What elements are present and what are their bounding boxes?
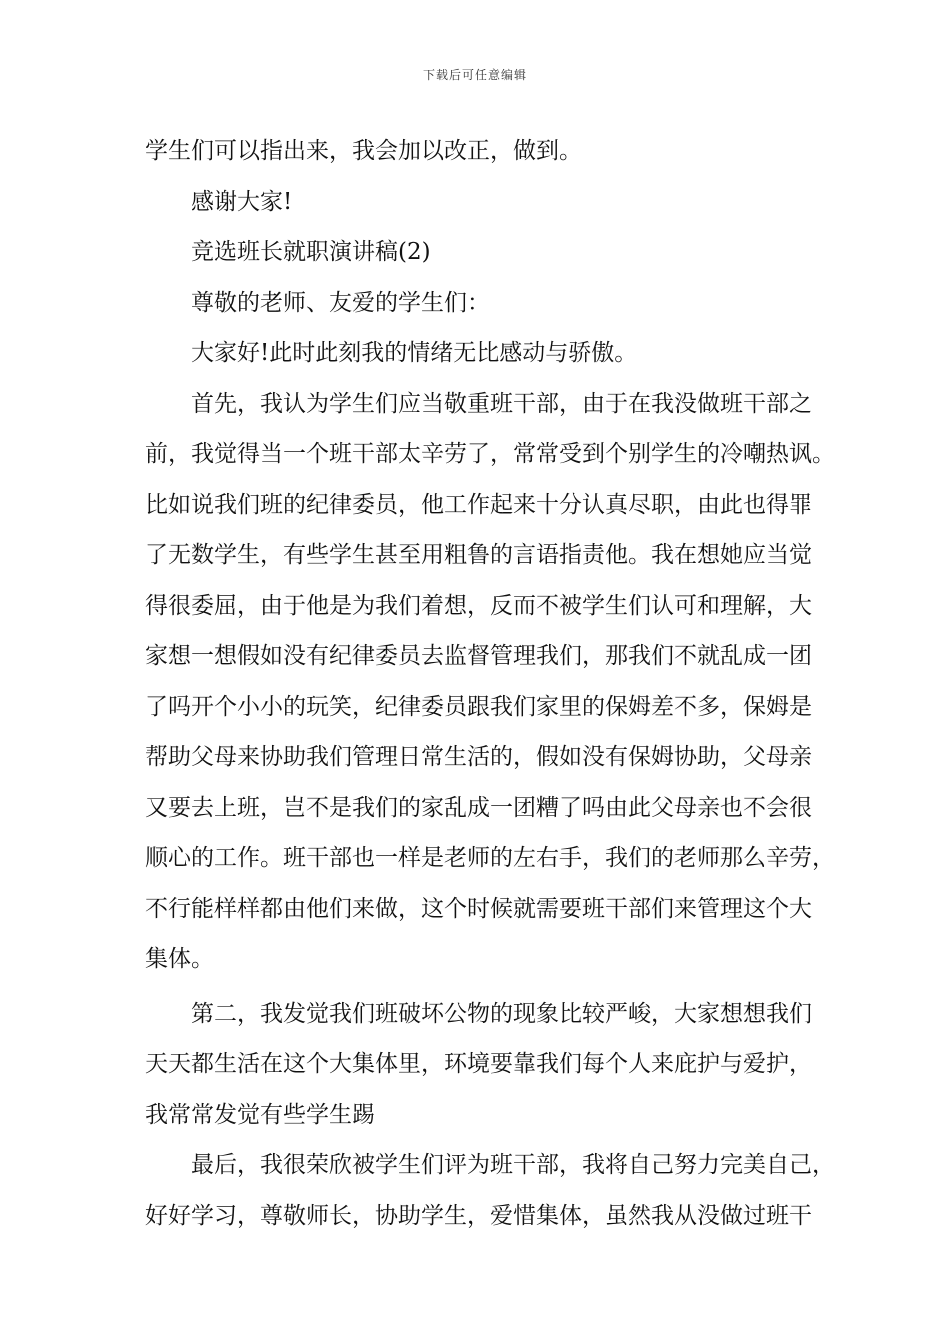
text-line: 了吗开个小小的玩笑，纪律委员跟我们家里的保姆差不多，保姆是 <box>145 693 812 720</box>
document-body <box>145 126 835 1241</box>
text-line: 顺心的工作。班干部也一样是老师的左右手，我们的老师那么辛劳， <box>145 845 835 871</box>
text-line: 感谢大家! <box>191 188 293 215</box>
text-line: 集体。 <box>145 946 214 972</box>
text-line: 前，我觉得当一个班干部太辛劳了，常常受到个别学生的冷嘲热讽。 <box>145 441 835 467</box>
text-line: 天天都生活在这个大集体里，环境要靠我们每个人来庇护与爱护， <box>145 1051 812 1077</box>
paragraph-start: 首先，我认为学生们应当敬重班干部，由于在我没做班干部之 <box>191 390 812 417</box>
text-line: 我常常发觉有些学生踢 <box>145 1101 375 1128</box>
paragraph-start: 第二，我发觉我们班破坏公物的现象比较严峻，大家想想我们 <box>191 1000 812 1027</box>
text-line: 不行能样样都由他们来做，这个时候就需要班干部们来管理这个大 <box>145 895 812 922</box>
text-line: 学生们可以指出来，我会加以改正，做到。 <box>145 138 582 164</box>
text-line: 比如说我们班的纪律委员，他工作起来十分认真尽职，由此也得罪 <box>145 491 812 518</box>
text-line: 又要去上班，岂不是我们的家乱成一团糟了吗由此父母亲也不会很 <box>145 794 812 821</box>
text-line: 家想一想假如没有纪律委员去监督管理我们，那我们不就乱成一团 <box>145 643 812 669</box>
page-header: 下载后可任意编辑 <box>422 68 527 82</box>
salutation: 尊敬的老师、友爱的学生们： <box>191 289 490 316</box>
paragraph-start: 最后，我很荣欣被学生们评为班干部，我将自己努力完美自己， <box>191 1152 835 1178</box>
text-line: 帮助父母来协助我们管理日常生活的，假如没有保姆协助，父母亲 <box>145 744 812 770</box>
text-line: 好好学习，尊敬师长，协助学生，爱惜集体，虽然我从没做过班干 <box>145 1202 812 1229</box>
section-title: 竞选班长就职演讲稿(2) <box>191 239 431 265</box>
text-line: 了无数学生，有些学生甚至用粗鲁的言语指责他。我在想她应当觉 <box>145 542 812 568</box>
text-line: 大家好!此时此刻我的情绪无比感动与骄傲。 <box>191 340 638 366</box>
text-line: 得很委屈，由于他是为我们着想，反而不被学生们认可和理解，大 <box>145 592 812 619</box>
